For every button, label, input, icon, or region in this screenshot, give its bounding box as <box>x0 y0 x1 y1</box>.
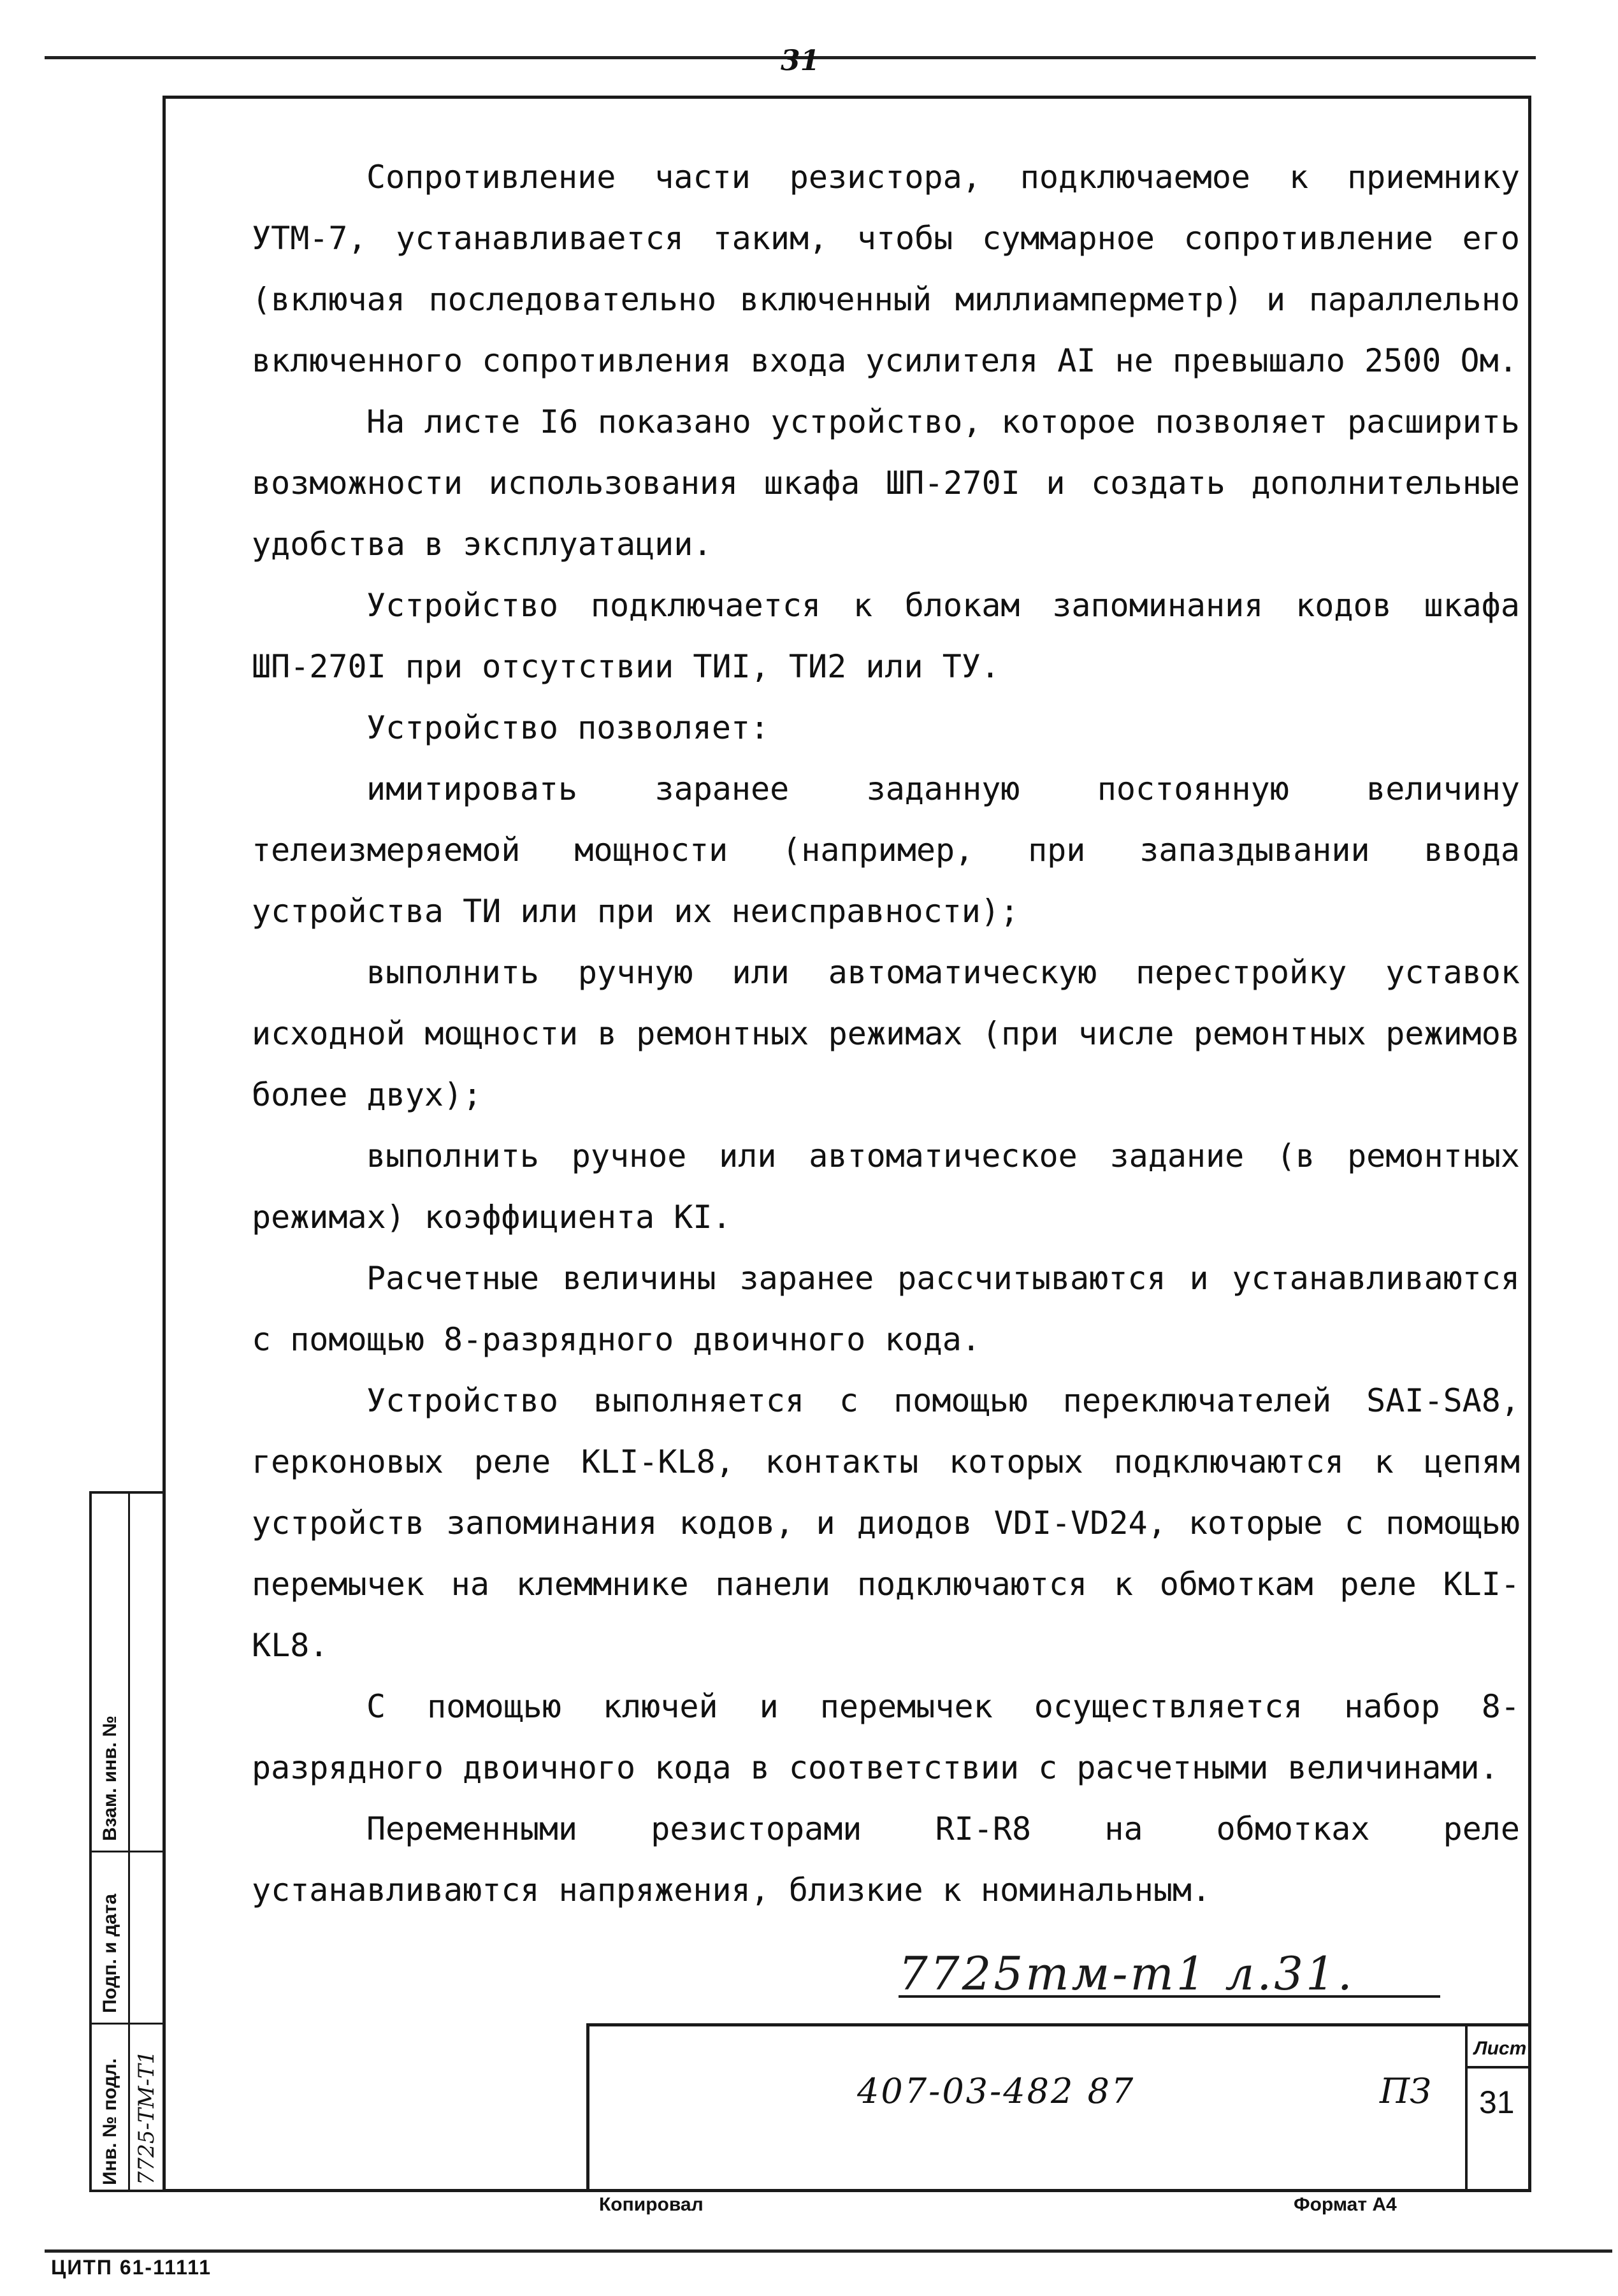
document-code: 407-03-482 87 <box>857 2071 1136 2111</box>
list-item: выполнить ручное или автоматическое задание (в ремонтных режимах) коэффициента КI. <box>252 1137 1520 1236</box>
stamp-inventory-number: 7725-ТМ-Т1 <box>134 2050 159 2185</box>
document-type: ПЗ <box>1380 2071 1431 2111</box>
sheet-divider <box>1468 2066 1528 2069</box>
paragraph: Расчетные величины заранее рассчитываются и устанавливаются с помощью 8-разрядного двоичного кода. <box>252 1260 1520 1358</box>
footer-format: Формат А4 <box>1294 2194 1397 2215</box>
stamp-row-divider <box>92 2023 163 2025</box>
paragraph: Устройство позволяет: <box>366 709 770 746</box>
bottom-rule <box>45 2249 1612 2253</box>
footer-copied: Копировал <box>599 2194 704 2215</box>
stamp-row-divider <box>92 1851 163 1852</box>
stamp-replacement-label: Взам. инв. № <box>99 1715 120 1841</box>
stamp-signature-label: Подп. и дата <box>99 1893 120 2013</box>
paragraph: На листе I6 показано устройство, которое позволяет расширить возможности использования шкафа ШП-270I и создать дополнительные удобства в эксплуатации. <box>252 403 1520 563</box>
handwritten-code-text: 7725тм-т1 л.31. <box>899 1947 1355 2000</box>
title-block <box>586 2023 1531 2192</box>
footer-org: ЦИТП 61-11111 <box>51 2256 212 2279</box>
paragraph: Сопротивление части резистора, подключаемое к приемнику УТМ-7, устанавливается таким, чтобы суммарное сопротивление его (включая последовательно включенный миллиамперметр) и параллельно включенного сопротивления входа усилителя АI не превышало 2500 Ом. <box>252 159 1520 379</box>
paragraph: С помощью ключей и перемычек осуществляется набор 8-разрядного двоичного кода в соответствии с расчетными величинами. <box>252 1688 1520 1786</box>
page-top-number: 31 <box>781 45 820 77</box>
list-item: имитировать заранее заданную постоянную величину телеизмеряемой мощности (например, при запаздывании ввода устройства ТИ или при их неисправности); <box>252 770 1520 930</box>
handwritten-sheet-code <box>899 1947 1440 1998</box>
sheet-cell <box>1465 2026 1528 2189</box>
paragraph: Устройство подключается к блокам запоминания кодов шкафа ШП-270I при отсутствии ТИI, ТИ2 или ТУ. <box>252 587 1520 685</box>
stamp-column-divider <box>128 1494 130 2190</box>
paragraph: Переменными резисторами RI-R8 на обмотках реле устанавливаются напряжения, близкие к номинальным. <box>252 1810 1520 1909</box>
stamp-inv-label: Инв. № подл. <box>99 2058 120 2185</box>
paragraph: Устройство выполняется с помощью переключателей SAI-SA8, герконовых реле КLI-КL8, контакты которых подключаются к цепям устройств запоминания кодов, и диодов VDI-VD24, которые с помощью перемычек на клеммнике панели подключаются к обмоткам реле КLI-КL8. <box>252 1382 1520 1664</box>
side-stamp <box>89 1491 163 2192</box>
sheet-label: Лист <box>1474 2038 1527 2059</box>
body-text <box>252 147 1520 1921</box>
list-item: выполнить ручную или автоматическую перестройку уставок исходной мощности в ремонтных режимах (при числе ремонтных режимов более двух); <box>252 954 1520 1113</box>
sheet-number: 31 <box>1479 2084 1515 2120</box>
